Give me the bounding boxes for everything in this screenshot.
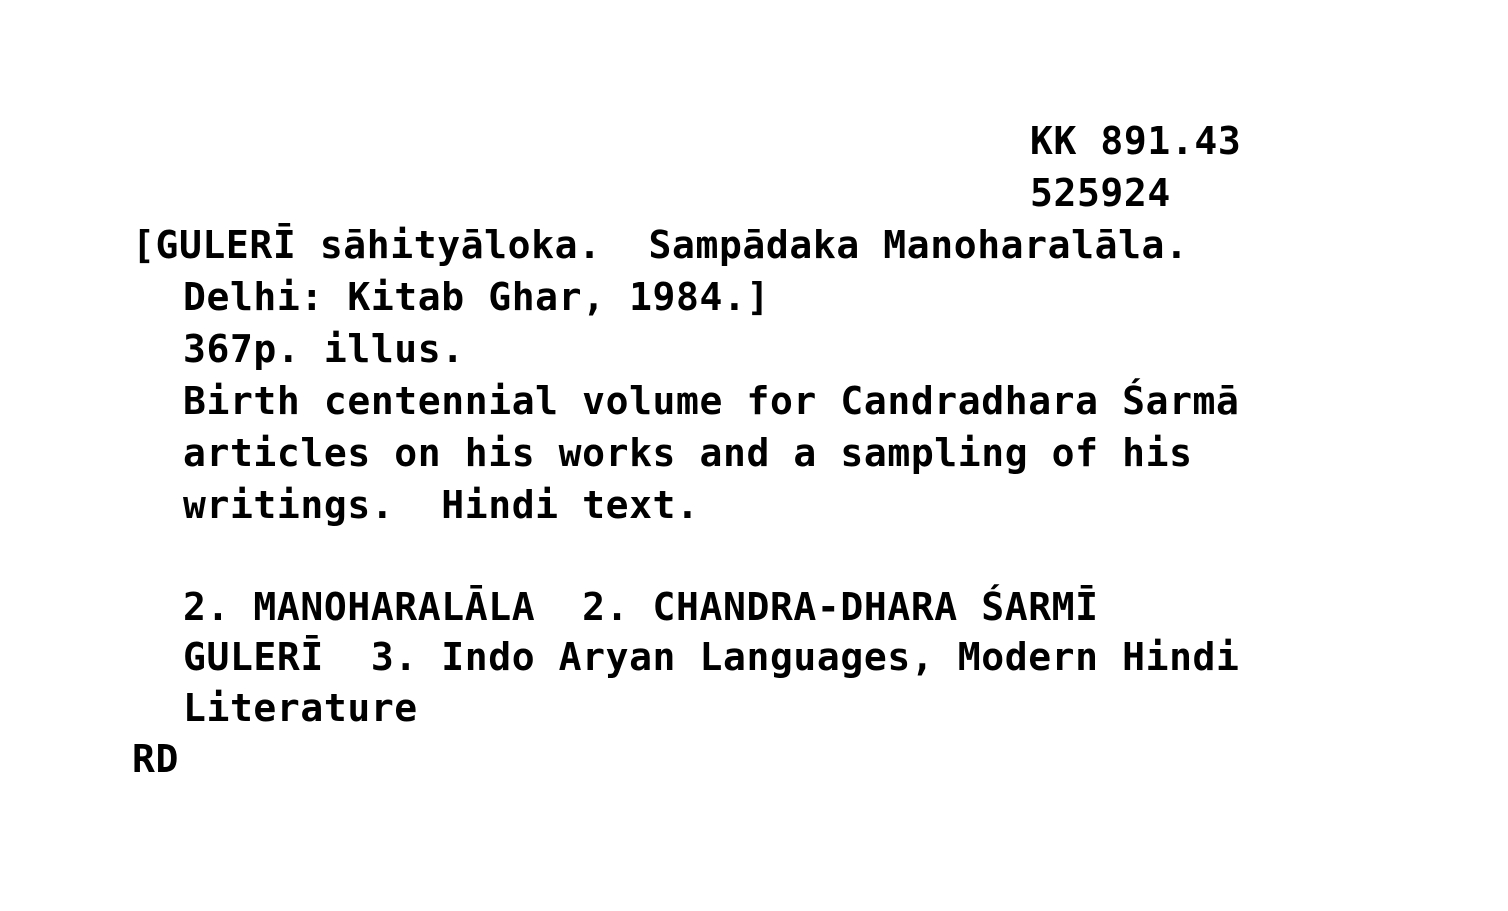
imprint-line: Delhi: Kitab Ghar, 1984.] bbox=[183, 275, 770, 319]
title-line: [GULERĪ sāhityāloka. Sampādaka Manoharalāla. bbox=[132, 223, 1189, 267]
tracing-line: 2. MANOHARALĀLA 2. CHANDRA-DHARA ŚARMĪ bbox=[183, 585, 1099, 629]
note-line: Birth centennial volume for Candradhara Śarmā bbox=[183, 379, 1240, 423]
collation-line: 367p. illus. bbox=[183, 327, 465, 371]
cataloger-initials: RD bbox=[132, 737, 179, 781]
tracing-line: GULERĪ 3. Indo Aryan Languages, Modern Hindi bbox=[183, 635, 1240, 679]
tracing-line: Literature bbox=[183, 686, 418, 730]
note-line: articles on his works and a sampling of his bbox=[183, 431, 1193, 475]
call-number-classification: KK 891.43 bbox=[1030, 119, 1242, 163]
note-line: writings. Hindi text. bbox=[183, 483, 700, 527]
call-number-accession: 525924 bbox=[1030, 171, 1171, 215]
